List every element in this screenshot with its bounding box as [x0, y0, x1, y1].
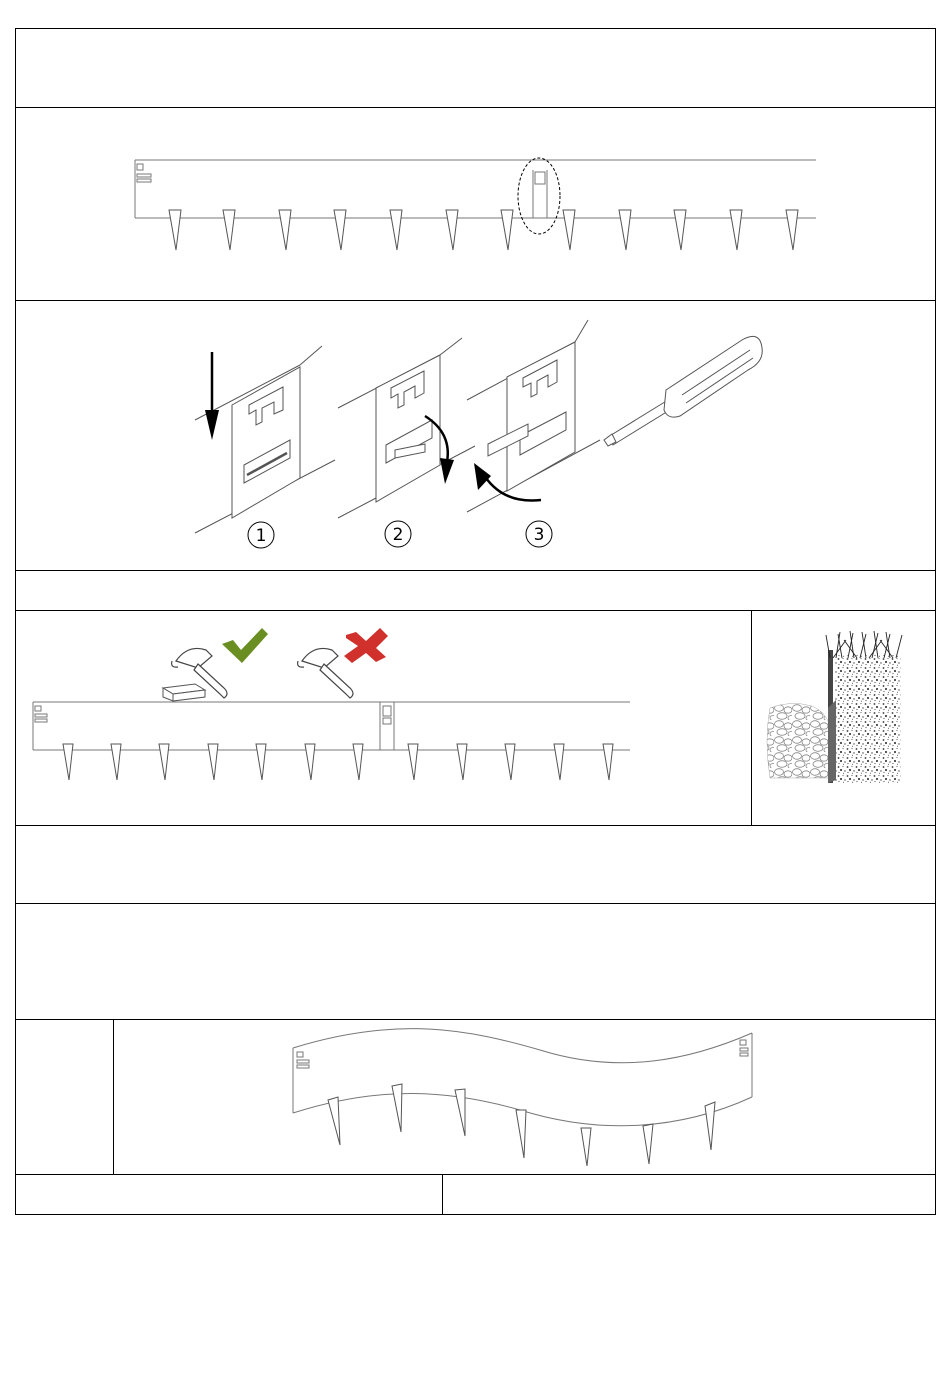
screwdriver-icon	[604, 336, 762, 446]
grass	[826, 631, 902, 658]
step-2-number: 2	[392, 525, 404, 545]
wooden-block	[163, 684, 205, 701]
curved-edging-spikes	[328, 1084, 715, 1166]
cross-icon	[344, 628, 388, 663]
straight-edging-spikes	[169, 210, 798, 250]
connection-step-3	[467, 320, 600, 512]
step-1-number: 1	[255, 526, 267, 546]
joint-highlight	[518, 158, 560, 234]
straight-edging-strip	[135, 160, 816, 218]
connection-step-2	[338, 338, 475, 518]
connection-step-1	[195, 346, 335, 533]
soil-cross-section	[767, 631, 902, 783]
check-icon	[222, 628, 268, 663]
step-3-number: 3	[533, 525, 545, 545]
hammered-edging-strip	[33, 702, 630, 750]
arrow-down-icon	[205, 352, 219, 440]
hammered-edging-spikes	[63, 744, 613, 780]
